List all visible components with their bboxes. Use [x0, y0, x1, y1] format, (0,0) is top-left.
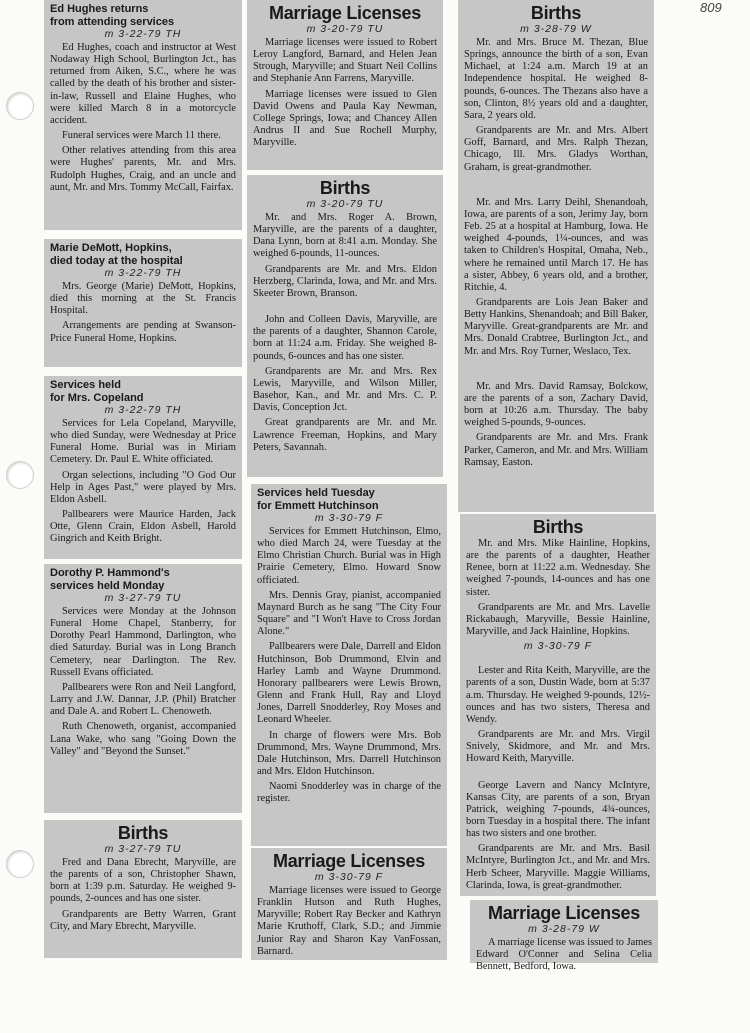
- headline-line: services held Monday: [50, 580, 165, 592]
- handwritten-date: m 3-28-79 W: [528, 923, 600, 935]
- article-paragraph: Marriage licenses were issued to George Franklin Hutson and Ruth Hughes, Maryville; Robert Ray Becker and Kathryn Marie Kruthoff, Clark, S.D.; and Jimmie Junior Ray and Sharon Kay VanFossan, Barnard.: [257, 885, 441, 957]
- article-paragraph: A marriage license was issued to James Edward O'Conner and Selina Celia Bennett, Bedford, Iowa.: [476, 937, 652, 973]
- handwritten-date: m 3-30-79 F: [314, 512, 384, 524]
- page-number: 809: [700, 0, 722, 15]
- headline-line: from attending services: [50, 16, 175, 28]
- article-paragraph: Other relatives attending from this area were Hughes' parents, Mr. and Mrs. Rudolph Hughes, Craig, and an uncle and aunt, Mr. and Mrs. Tommy McCall, Fairfax.: [50, 145, 236, 193]
- clipping-hutchinson-services: [251, 484, 447, 846]
- article-paragraph: Mr. and Mrs. Roger A. Brown, Maryville, are the parents of a daughter, Dana Lynn, born at 8:41 a.m. Monday. She weighed 6-pounds, 11-ounces.: [253, 212, 437, 260]
- article-paragraph: Grandparents are Mr. and Mrs. Lavelle Rickabaugh, Maryville, Bessie Hainline, Maryville, and Jack Hainline, Hopkins.: [466, 601, 650, 638]
- handwritten-date: m 3-30-79 F: [314, 871, 384, 883]
- article-paragraph: Marriage licenses were issued to Glen David Owens and Paula Kay Newman, College Springs, Iowa; and Chancey Allen Andrus II and Sue Rochell Murphy, Maryville.: [253, 88, 437, 149]
- clipping-births-thezan-deihl-ramsay: [458, 0, 654, 512]
- clipping-births-ebrecht: [44, 820, 242, 958]
- article-paragraph: Grandparents are Lois Jean Baker and Betty Hankins, Shenandoah; and Bill Baker, Maryville. Great-grandparents are Mr. and Mrs. Donald Crabtree, Burlington Jct., and Mr. and Mrs. Roy Turner, Weslaco, Tex.: [464, 296, 648, 357]
- handwritten-date: m 3-27-79 TU: [104, 592, 182, 604]
- clipping-marriage-licenses-3: [470, 900, 658, 973]
- headline-line: Ed Hughes returns: [50, 3, 149, 15]
- clipping-gap: [464, 177, 648, 197]
- binder-hole: [6, 92, 34, 120]
- binder-hole: [6, 850, 34, 878]
- article-paragraph: Lester and Rita Keith, Maryville, are the parents of a son, Dustin Wade, born at 5:37 a.m. Thursday. He weighed 9-pounds, 12½-ounces and has two sisters, Theresa and Wendy.: [466, 665, 650, 725]
- headline-line: died today at the hospital: [50, 255, 183, 267]
- clipping-marie-demott: [44, 239, 242, 367]
- article-paragraph: Organ selections, including "O God Our Help in Ages Past," were played by Mrs. Eldon Asbell.: [50, 469, 236, 505]
- article-paragraph: Great grandparents are Mr. and Mr. Lawrence Freeman, Hopkins, and Mary Peters, Savannah.: [253, 417, 437, 453]
- article-paragraph: Grandparents are Mr. and Mrs. Basil McIntyre, Burlington Jct., and Mr. and Mrs. Herb Scheer, Maryville. Maggie Williams, Clarinda, Iowa, is great-grandmother.: [466, 843, 650, 891]
- handwritten-date: m 3-27-79 TU: [104, 843, 182, 855]
- article-paragraph: Mrs. George (Marie) DeMott, Hopkins, died this morning at the St. Francis Hospital.: [50, 281, 236, 317]
- handwritten-date: m 3-22-79 TH: [104, 28, 182, 40]
- article-paragraph: Fred and Dana Ebrecht, Maryville, are the parents of a son, Christopher Shawn, born at 1:39 p.m. Saturday. He weighed 9-pounds, 2-ounces and has one sister.: [50, 857, 236, 905]
- clipping-gap: [253, 303, 437, 314]
- article-paragraph: Services for Lela Copeland, Maryville, who died Sunday, were Wednesday at Price Funeral Home. Burial was in Miriam Cemetery. Dr. Paul E. White officiated.: [50, 418, 236, 466]
- handwritten-date: m 3-30-79 F: [523, 640, 593, 653]
- clipping-hammond-services: [44, 564, 242, 813]
- clipping-gap: [464, 361, 648, 381]
- article-paragraph: John and Colleen Davis, Maryville, are the parents of a daughter, Shannon Carole, born at 11:24 a.m. Friday. She weighed 8-pounds, 6-ounces and has one sister.: [253, 314, 437, 362]
- headline-line: Marie DeMott, Hopkins,: [50, 242, 172, 254]
- clipping-births-hainline-keith-mcintyre: [460, 514, 656, 896]
- article-paragraph: Grandparents are Mr. and Mrs. Eldon Herzberg, Clarinda, Iowa, and Mr. and Mrs. Skeeter Brown, Branson.: [253, 263, 437, 299]
- article-paragraph: Grandparents are Mr. and Mrs. Virgil Snively, Skidmore, and Mr. and Mrs. Howard Keith, Maryville.: [466, 729, 650, 765]
- article-paragraph: Grandparents are Mr. and Mrs. Frank Parker, Cameron, and Mr. and Mrs. William Ramsay, Easton.: [464, 432, 648, 468]
- clipping-copeland-services: [44, 376, 242, 559]
- headline-line: Services held: [50, 379, 121, 391]
- article-paragraph: Mrs. Dennis Gray, pianist, accompanied Maynard Burch as he sang "The City Four Square" and "I Won't Have to Cross Jordan Alone.": [257, 589, 441, 638]
- clipping-gap: [466, 654, 650, 665]
- handwritten-date: m 3-22-79 TH: [104, 267, 182, 279]
- article-paragraph: Pallbearers were Maurice Harden, Jack Otte, Glenn Crain, Eldon Asbell, Harold Gingrich and Keith Bright.: [50, 509, 236, 545]
- article-paragraph: Grandparents are Betty Warren, Grant City, and Mary Ebrecht, Maryville.: [50, 908, 236, 932]
- handwritten-date: m 3-20-79 TU: [306, 23, 384, 35]
- section-heading: Births: [532, 517, 584, 537]
- article-paragraph: Ruth Chenoweth, organist, accompanied Lana Wake, who sang "Going Down the Valley" and "Beyond the Sunset.": [50, 721, 236, 757]
- handwritten-date: m 3-22-79 TH: [104, 404, 182, 416]
- article-paragraph: Marriage licenses were issued to Robert Leroy Langford, Barnard, and Helen Jean Strough, Maryville; and Stuart Neil Collins and Stephanie Ann Farrens, Maryville.: [253, 37, 437, 85]
- section-heading: Marriage Licenses: [273, 851, 425, 871]
- article-paragraph: Services were Monday at the Johnson Funeral Home Chapel, Stanberry, for Dorothy Pearl Hammond, Darlington, who died Saturday. Burial was in Long Branch Cemetery, near Darlington. The Rev. Russell Evans officiated.: [50, 606, 236, 678]
- article-paragraph: Grandparents are Mr. and Mrs. Albert Goff, Barnard, and Mrs. Ralph Thezan, Chicago, Ill. Mrs. Gladys Worthan, Graham, is great-grandmother.: [464, 125, 648, 173]
- section-heading: Births: [319, 178, 371, 198]
- article-paragraph: Ed Hughes, coach and instructor at West Nodaway High School, Burlington Jct., has returned from Aiken, S.C., where he was called by the death of his brother and sister-in-law, Russell and Elaine Hughes, who were killed March 8 in a motorcycle accident.: [50, 42, 236, 126]
- clipping-marriage-licenses-1: [247, 0, 443, 170]
- article-paragraph: George Lavern and Nancy McIntyre, Kansas City, are parents of a son, Bryan Patrick, weighing 7-pounds, 4¾-ounces, born Tuesday in a hospital there. The infant has two sisters and one brother.: [466, 779, 650, 840]
- article-paragraph: Pallbearers were Ron and Neil Langford, Larry and J.W. Dannar, J.P. (Phil) Bratcher and Dale A. and Robert L. Chenoweth.: [50, 681, 236, 718]
- section-heading: Births: [530, 3, 582, 23]
- article-paragraph: Naomi Snodderley was in charge of the register.: [257, 781, 441, 805]
- article-paragraph: Mr. and Mrs. Larry Deihl, Shenandoah, Iowa, are parents of a son, Jerimy Jay, born Feb. 25 at a hospital at Hamburg, Iowa. He weighed 4-pounds, 1¼-ounces, and was taken to Children's Hospital, Omaha, Neb., where he remained until March 17. He has a sister, Abbey, 6 years old, and a brother, Ritchie, 4.: [464, 196, 648, 293]
- article-paragraph: Grandparents are Mr. and Mrs. Rex Lewis, Maryville, and Wilson Miller, Basehor, Kan., and Mr. and Mrs. C. P. Davis, Conception Jct.: [253, 365, 437, 414]
- headline-line: for Emmett Hutchinson: [257, 500, 379, 512]
- article-paragraph: Mr. and Mrs. Mike Hainline, Hopkins, are the parents of a daughter, Heather Renee, born at 11:22 a.m. Wednesday. She weighed 7-pounds, 14-ounces and has one sister.: [466, 538, 650, 598]
- headline-line: Dorothy P. Hammond's: [50, 567, 170, 579]
- clipping-gap: [466, 769, 650, 780]
- article-paragraph: Funeral services were March 11 there.: [62, 130, 221, 142]
- section-heading: Births: [117, 823, 169, 843]
- clipping-ed-hughes: [44, 0, 242, 230]
- article-paragraph: Mr. and Mrs. David Ramsay, Bolckow, are the parents of a son, Zachary David, born at 10:26 a.m. Thursday. The baby weighed 5-pounds, 9-ounces.: [464, 380, 648, 429]
- handwritten-date: m 3-28-79 W: [520, 23, 592, 35]
- article-paragraph: Services for Emmett Hutchinson, Elmo, who died March 24, were Tuesday at the Elmo Christian Church. Burial was in High Prairie Cemetery, Elmo. Howard Snow officiated.: [257, 526, 441, 586]
- clipping-marriage-licenses-2: [251, 848, 447, 960]
- section-heading: Marriage Licenses: [269, 3, 421, 23]
- section-heading: Marriage Licenses: [488, 903, 640, 923]
- binder-hole: [6, 461, 34, 489]
- article-paragraph: Arrangements are pending at Swanson-Price Funeral Home, Hopkins.: [50, 320, 236, 344]
- handwritten-date: m 3-20-79 TU: [306, 198, 384, 210]
- article-paragraph: Mr. and Mrs. Bruce M. Thezan, Blue Springs, announce the birth of a son, Evan Michael, at 1:24 a.m. March 19 at an Independence hospital. He weighed 8-pounds, 6-ounces. The Thezans also have a son, Clinton, 8½ years old and a daughter, Sara, 2 years old.: [464, 37, 648, 121]
- clipping-births-brown-davis: [247, 175, 443, 477]
- headline-line: Services held Tuesday: [257, 487, 375, 499]
- headline-line: for Mrs. Copeland: [50, 392, 144, 404]
- article-paragraph: Pallbearers were Dale, Darrell and Eldon Hutchinson, Bob Drummond, Elvin and Harley Lamb and Wayne Drummond. Honorary pallbearers were Lewis Brown, Glenn and Frank Hull, Ray and Lloyd Jones, Darrell Snodderley, Roy Moses and Leonard Wheeler.: [257, 641, 441, 726]
- article-paragraph: In charge of flowers were Mrs. Bob Drummond, Mrs. Wayne Drummond, Mrs. Dale Hutchinson, Mrs. Darrell Hutchinson and Mrs. Eldon Hutchinson.: [257, 729, 441, 777]
